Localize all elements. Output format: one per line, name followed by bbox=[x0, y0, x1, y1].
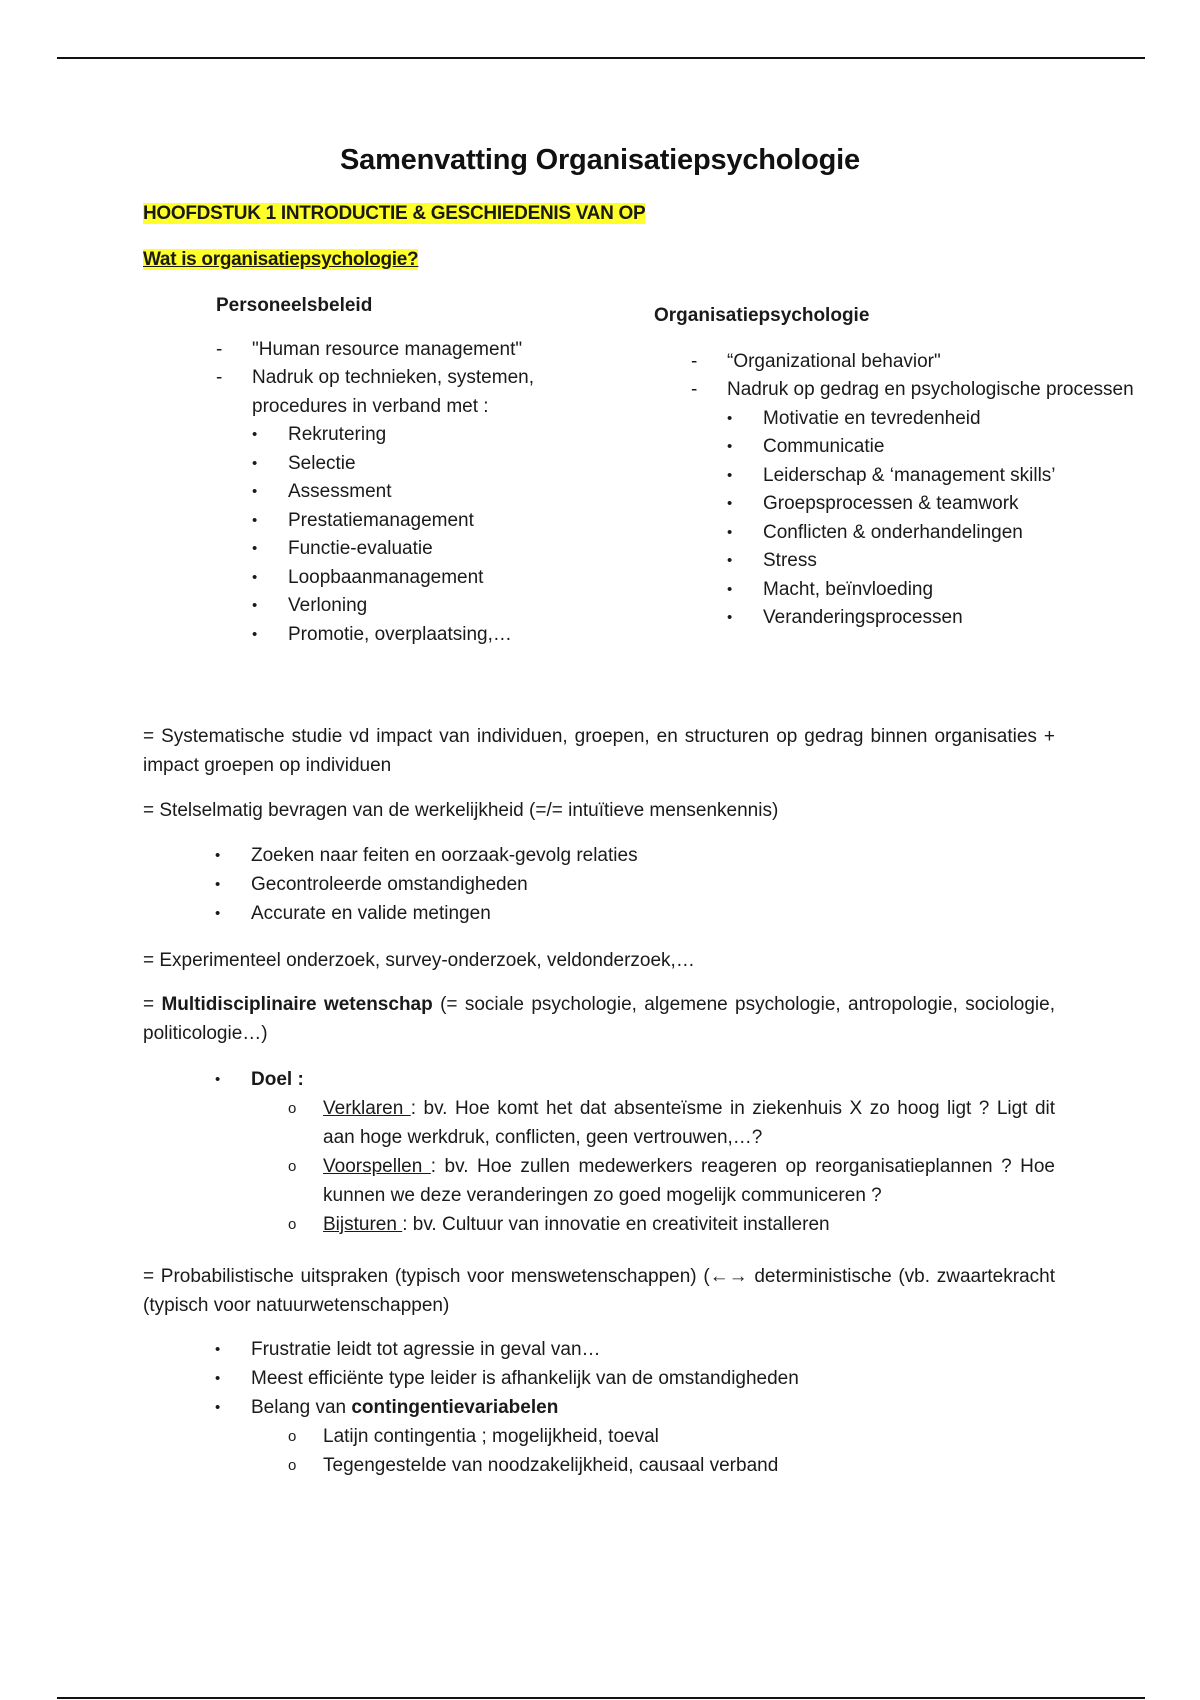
list-item-text: Prestatiemanagement bbox=[288, 509, 474, 531]
footer-rule bbox=[57, 1697, 1145, 1699]
list-item bbox=[620, 519, 1180, 548]
bullet-marker: • bbox=[252, 597, 258, 614]
bullet-marker: • bbox=[727, 409, 733, 427]
section-heading-text: Wat is organisatiepsychologie? bbox=[143, 249, 419, 270]
bullet-marker: • bbox=[727, 609, 733, 626]
list-item bbox=[620, 604, 1180, 633]
list-item bbox=[620, 462, 1180, 491]
list-item-text: "Human resource management" bbox=[252, 338, 523, 360]
list-item-text: Frustratie leidt tot agressie in geval van… bbox=[251, 1339, 601, 1360]
list-item-text: Stress bbox=[763, 550, 817, 571]
list-item bbox=[620, 576, 1180, 605]
goal-term: Bijsturen bbox=[323, 1214, 403, 1235]
definition-prefix: = bbox=[143, 994, 162, 1015]
list-item-text: Communicatie bbox=[763, 436, 885, 457]
goal-text: : bv. Hoe komt het dat absenteïsme in ziekenhuis X zo hoog ligt ? Ligt dit aan hoge werkdruk, conflicten, geen vertrouwen,…? bbox=[323, 1098, 1056, 1148]
definition-systematic-inquiry: = Stelselmatig bevragen van de werkelijkheid (=/= intuïtieve mensenkennis) bbox=[143, 800, 779, 821]
list-item-text: Macht, beïnvloeding bbox=[763, 578, 934, 600]
list-item bbox=[620, 348, 1180, 377]
list-item bbox=[143, 899, 1055, 928]
bullet-marker: • bbox=[215, 1071, 221, 1088]
left-column-heading: Personeelsbeleid bbox=[216, 295, 373, 316]
list-item bbox=[620, 490, 1180, 519]
list-item bbox=[620, 547, 1180, 576]
circle-marker: o bbox=[288, 1216, 297, 1233]
list-item bbox=[143, 535, 613, 564]
list-item-text: Nadruk op technieken, systemen, procedures in verband met : bbox=[252, 367, 534, 417]
circle-marker: o bbox=[288, 1457, 297, 1474]
bullet-marker: • bbox=[727, 466, 733, 484]
list-item bbox=[143, 564, 613, 593]
list-item bbox=[143, 507, 613, 536]
bullet-marker: • bbox=[215, 1341, 221, 1358]
definition-systematic-study: = Systematische studie vd impact van individuen, groepen, en structuren op gedrag binnen organisaties + impact groepen op individuen bbox=[143, 726, 1055, 776]
bullet-marker: • bbox=[215, 876, 221, 893]
list-item-text: Motivatie en tevredenheid bbox=[763, 407, 981, 429]
list-item bbox=[620, 405, 1180, 434]
list-item bbox=[143, 1393, 1055, 1422]
list-item-text: Belang van bbox=[251, 1397, 352, 1418]
bullet-marker: • bbox=[215, 847, 221, 864]
list-item bbox=[143, 421, 613, 450]
goal-label: Doel : bbox=[251, 1069, 304, 1090]
bullet-marker: • bbox=[252, 540, 258, 557]
bullet-marker: • bbox=[252, 568, 258, 586]
section-heading bbox=[143, 249, 418, 271]
goal-term: Verklaren bbox=[323, 1098, 411, 1119]
inquiry-bullet-list bbox=[143, 841, 1055, 928]
list-item-text: Groepsprocessen & teamwork bbox=[763, 493, 1019, 514]
list-item-text: “Organizational behavior" bbox=[727, 350, 941, 372]
circle-marker: o bbox=[288, 1428, 297, 1445]
dash-marker: - bbox=[216, 338, 223, 360]
list-item-text: Functie-evaluatie bbox=[288, 538, 433, 559]
dash-marker: - bbox=[691, 379, 698, 400]
list-item-text: Zoeken naar feiten en oorzaak-gevolg relaties bbox=[251, 845, 638, 866]
list-item bbox=[143, 592, 613, 621]
bullet-marker: • bbox=[252, 483, 258, 500]
list-item-text: Veranderingsprocessen bbox=[763, 607, 963, 628]
list-item bbox=[143, 841, 1055, 870]
list-item bbox=[143, 1335, 1055, 1364]
list-item-text: Conflicten & onderhandelingen bbox=[763, 521, 1023, 543]
list-item-text: Promotie, overplaatsing,… bbox=[288, 623, 512, 645]
bullet-marker: • bbox=[215, 1399, 221, 1416]
list-item-text: Assessment bbox=[288, 481, 392, 502]
list-item bbox=[143, 1364, 1055, 1393]
bullet-marker: • bbox=[215, 905, 221, 922]
chapter-heading bbox=[143, 203, 645, 225]
list-item-text: Leiderschap & ‘management skills’ bbox=[763, 464, 1056, 486]
list-item-text: Verloning bbox=[288, 595, 368, 616]
list-item-text: Selectie bbox=[288, 452, 356, 474]
probabilistic-bullet-list bbox=[143, 1335, 1055, 1480]
list-item bbox=[143, 478, 613, 507]
definition-probabilistic: = Probabilistische uitspraken (typisch voor menswetenschappen) (←→ deterministische (vb. zwaartekracht (typisch voor natuurwetenschappen) bbox=[143, 1266, 1055, 1316]
header-rule bbox=[57, 57, 1145, 59]
list-item-text: Gecontroleerde omstandigheden bbox=[251, 874, 528, 895]
right-column bbox=[620, 302, 1180, 633]
list-item-text: Accurate en valide metingen bbox=[251, 903, 491, 924]
left-column bbox=[143, 292, 613, 649]
bullet-marker: • bbox=[727, 580, 733, 598]
definition-bold-term: Multidisciplinaire wetenschap bbox=[161, 994, 433, 1015]
bullet-marker: • bbox=[727, 552, 733, 569]
goal-text: : bv. Cultuur van innovatie en creativiteit installeren bbox=[402, 1214, 830, 1235]
contingency-term: contingentievariabelen bbox=[351, 1397, 559, 1418]
list-item-text: Rekrutering bbox=[288, 424, 387, 445]
list-item bbox=[620, 376, 1137, 405]
bullet-marker: • bbox=[252, 625, 258, 643]
bullet-marker: • bbox=[727, 495, 733, 512]
definition-multidisciplinary bbox=[143, 990, 1055, 1048]
list-item bbox=[143, 1422, 1055, 1451]
list-item bbox=[143, 1152, 1055, 1210]
definition-rest: (= sociale psychologie, algemene psychologie, antropologie, sociologie, politicologie…) bbox=[143, 994, 1055, 1044]
circle-marker: o bbox=[288, 1100, 297, 1117]
goal-text: : bv. Hoe zullen medewerkers reageren op reorganisatieplannen ? Hoe kunnen we deze veranderingen zo goed mogelijk communiceren ? bbox=[323, 1156, 1056, 1206]
list-item bbox=[143, 1094, 1055, 1152]
list-item-text: Loopbaanmanagement bbox=[288, 566, 484, 588]
dash-marker: - bbox=[216, 367, 223, 388]
goal-term: Voorspellen bbox=[323, 1156, 431, 1177]
list-item bbox=[143, 450, 613, 479]
right-column-heading: Organisatiepsychologie bbox=[654, 305, 870, 326]
chapter-heading-text: HOOFDSTUK 1 INTRODUCTIE & GESCHIEDENIS VAN OP bbox=[143, 203, 646, 224]
list-item bbox=[143, 336, 613, 365]
list-item-text: Latijn contingentia ; mogelijkheid, toeval bbox=[323, 1426, 659, 1447]
list-item-text: Meest efficiënte type leider is afhankelijk van de omstandigheden bbox=[251, 1368, 799, 1389]
bullet-marker: • bbox=[727, 438, 733, 455]
goal-list bbox=[143, 1065, 1055, 1239]
bullet-marker: • bbox=[252, 511, 258, 529]
list-item bbox=[143, 364, 613, 421]
definition-research-types: = Experimenteel onderzoek, survey-onderzoek, veldonderzoek,… bbox=[143, 950, 695, 971]
bullet-marker: • bbox=[727, 523, 733, 541]
list-item bbox=[143, 1065, 1055, 1094]
dash-marker: - bbox=[691, 350, 698, 372]
list-item bbox=[143, 1210, 1055, 1239]
list-item-text: Nadruk op gedrag en psychologische processen bbox=[727, 379, 1134, 400]
list-item-text: Tegengestelde van noodzakelijkheid, causaal verband bbox=[323, 1455, 779, 1476]
list-item bbox=[143, 621, 613, 650]
bullet-marker: • bbox=[252, 426, 258, 443]
list-item bbox=[143, 1451, 1055, 1480]
list-item bbox=[143, 870, 1055, 899]
list-item bbox=[620, 433, 1180, 462]
circle-marker: o bbox=[288, 1158, 297, 1175]
bullet-marker: • bbox=[215, 1370, 221, 1387]
bullet-marker: • bbox=[252, 454, 258, 472]
page-title: Samenvatting Organisatiepsychologie bbox=[340, 144, 860, 176]
